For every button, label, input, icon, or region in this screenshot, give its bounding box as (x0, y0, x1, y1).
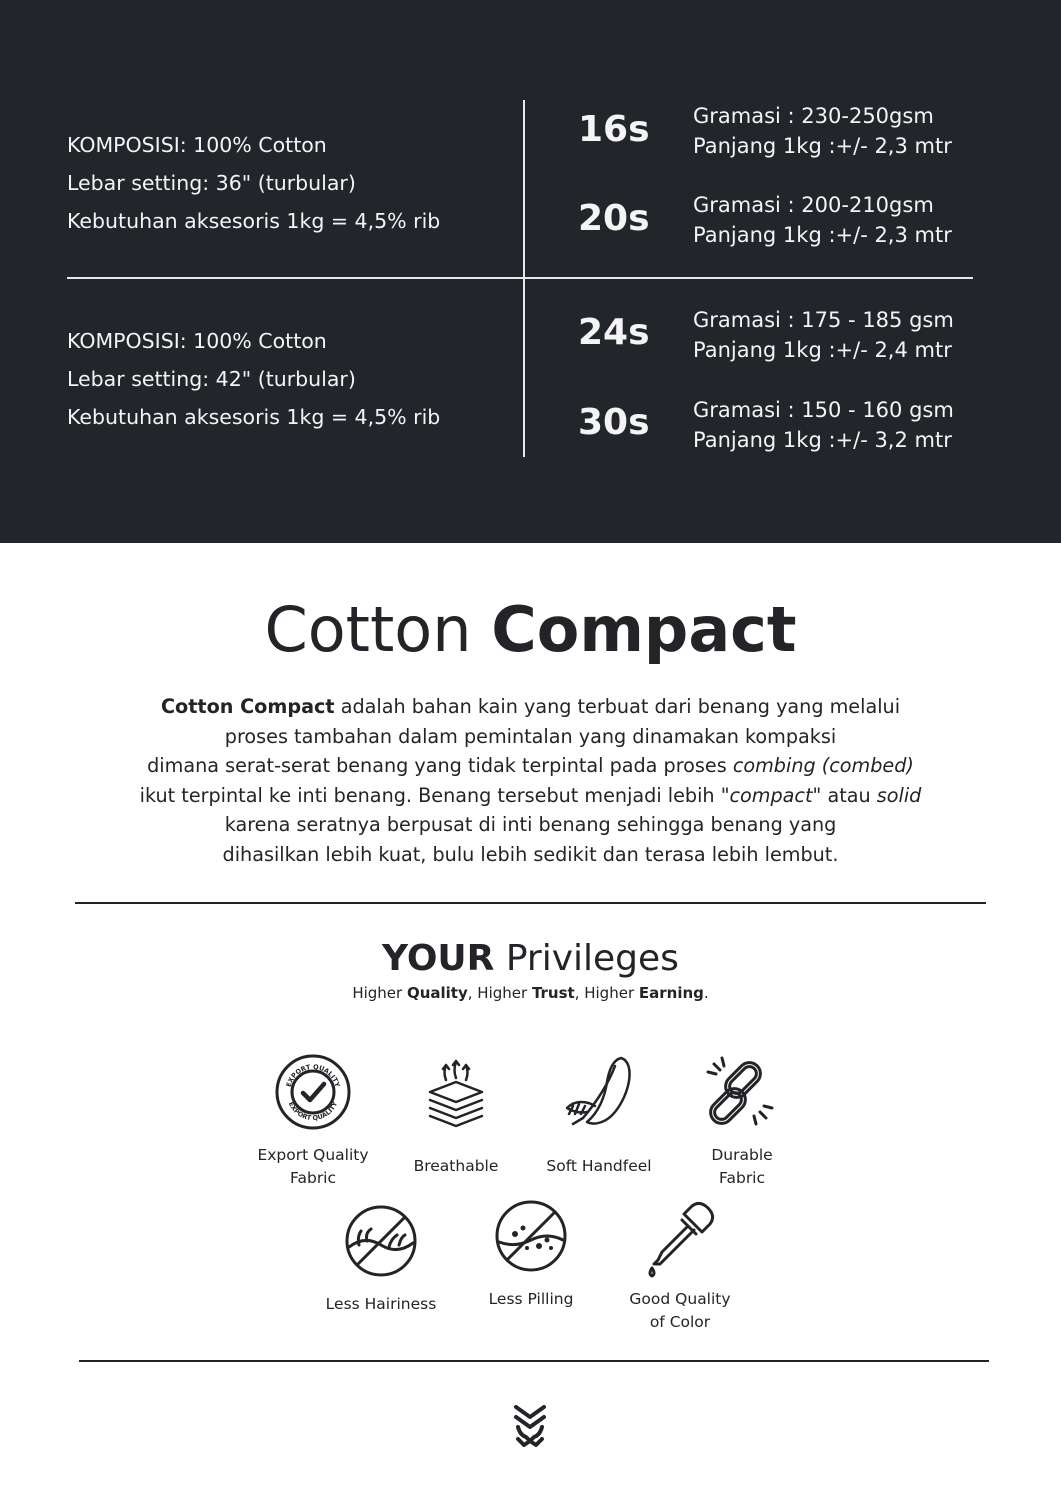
export-quality-seal-icon (273, 1052, 353, 1132)
privileges-title (0, 936, 1061, 982)
section-divider (75, 902, 986, 904)
subtitle-text: . (703, 984, 709, 1002)
subtitle-text: , Higher (574, 984, 639, 1002)
title-bold: Compact (491, 593, 797, 666)
feature-label: Fabric (718, 1169, 766, 1187)
privileges-subtitle (0, 982, 1061, 1004)
brand-logo-icon (512, 1403, 548, 1449)
no-pilling-icon (491, 1196, 571, 1276)
section-divider (79, 1360, 989, 1362)
gramasi-text: Gramasi : 175 - 185 gsm (693, 308, 954, 332)
feature-export-quality (238, 1052, 388, 1190)
yarn-count-info (693, 101, 952, 161)
chain-link-icon (702, 1052, 782, 1132)
accessory-text: Kebutuhan aksesoris 1kg = 4,5% rib (67, 405, 441, 429)
length-text: Panjang 1kg :+/- 2,3 mtr (693, 223, 952, 247)
subtitle-bold: Quality (406, 984, 468, 1002)
gramasi-text: Gramasi : 150 - 160 gsm (693, 398, 954, 422)
breathable-layers-icon (416, 1052, 496, 1132)
seal-text-bottom: EXPORT QUALITY (286, 1100, 340, 1123)
svg-text:EXPORT QUALITY (285, 1063, 342, 1088)
feature-label: of Color (649, 1313, 711, 1331)
description-text: adalah bahan kain yang terbuat dari benang yang melalui (334, 695, 901, 718)
feature-label: Soft Handfeel (546, 1157, 652, 1175)
horizontal-divider (67, 277, 973, 279)
accessory-text: Kebutuhan aksesoris 1kg = 4,5% rib (67, 209, 441, 233)
yarn-count-label: 16s (578, 109, 650, 150)
page-title (0, 590, 1061, 670)
no-hairiness-icon (341, 1201, 421, 1281)
gramasi-text: Gramasi : 200-210gsm (693, 193, 934, 217)
feature-label: Less Hairiness (325, 1295, 437, 1313)
feature-good-color (610, 1198, 750, 1334)
spec-group-2 (67, 322, 440, 436)
seal-text-top: EXPORT QUALITY (284, 1062, 342, 1089)
description-text: ikut terpintal ke inti benang. Benang tersebut menjadi lebih (139, 783, 721, 807)
spec-group-1 (67, 126, 440, 240)
description-line: karena seratnya berpusat di inti benang sehingga benang yang (224, 813, 837, 836)
feature-label: Durable (711, 1146, 773, 1164)
privileges-title-rest: Privileges (494, 938, 679, 979)
description (60, 692, 1001, 869)
composition-text: KOMPOSISI: 100% Cotton (67, 329, 327, 353)
length-text: Panjang 1kg :+/- 2,4 mtr (693, 338, 952, 362)
description-text: atau (821, 783, 877, 807)
title-light: Cotton (264, 593, 472, 666)
composition-text: KOMPOSISI: 100% Cotton (67, 133, 327, 157)
svg-text:EXPORT QUALITY (287, 1100, 340, 1122)
description-italic: combing (combed) (732, 754, 914, 777)
gramasi-text: Gramasi : 230-250gsm (693, 104, 934, 128)
feature-soft-handfeel (529, 1052, 669, 1178)
width-setting-text: Lebar setting: 42" (turbular) (67, 367, 356, 391)
feature-icon (559, 1052, 639, 1132)
width-setting-text: Lebar setting: 36" (turbular) (67, 171, 356, 195)
feature-label: Good Quality (629, 1290, 731, 1308)
description-line: proses tambahan dalam pemintalan yang dinamakan kompaksi (224, 724, 837, 748)
description-italic: solid (876, 783, 922, 807)
feature-label: Less Pilling (488, 1290, 574, 1308)
brand-logo (512, 1403, 548, 1453)
yarn-count-label: 20s (578, 198, 650, 239)
description-line: dihasilkan lebih kuat, bulu lebih sedikit dan terasa lebih lembut. (222, 842, 839, 866)
length-text: Panjang 1kg :+/- 2,3 mtr (693, 134, 952, 158)
privileges-title-bold: YOUR (382, 938, 495, 979)
feature-durable-fabric (677, 1052, 807, 1190)
spec-panel (0, 0, 1061, 543)
feature-label: Breathable (413, 1157, 499, 1175)
feature-label: Fabric (289, 1169, 337, 1187)
yarn-count-info (693, 190, 952, 250)
feature-less-pilling (466, 1196, 596, 1311)
description-line (60, 692, 1001, 722)
subtitle-text: , Higher (467, 984, 532, 1002)
description-text: dimana serat-serat benang yang tidak terpintal pada proses (147, 754, 733, 777)
yarn-count-info (693, 395, 954, 455)
description-line (60, 781, 1001, 811)
description-italic: "compact" (720, 783, 822, 807)
description-line (60, 751, 1001, 781)
subtitle-bold: Trust (531, 984, 575, 1002)
dropper-icon (640, 1198, 720, 1278)
yarn-count-label: 30s (578, 402, 650, 443)
subtitle-bold: Earning (638, 984, 704, 1002)
yarn-count-info (693, 305, 954, 365)
description-bold: Cotton Compact (160, 695, 335, 718)
length-text: Panjang 1kg :+/- 3,2 mtr (693, 428, 952, 452)
yarn-count-label: 24s (578, 312, 650, 353)
subtitle-text: Higher (352, 984, 407, 1002)
feature-less-hairiness (311, 1201, 451, 1316)
feature-breathable (391, 1052, 521, 1178)
feature-label: Export Quality (257, 1146, 369, 1164)
